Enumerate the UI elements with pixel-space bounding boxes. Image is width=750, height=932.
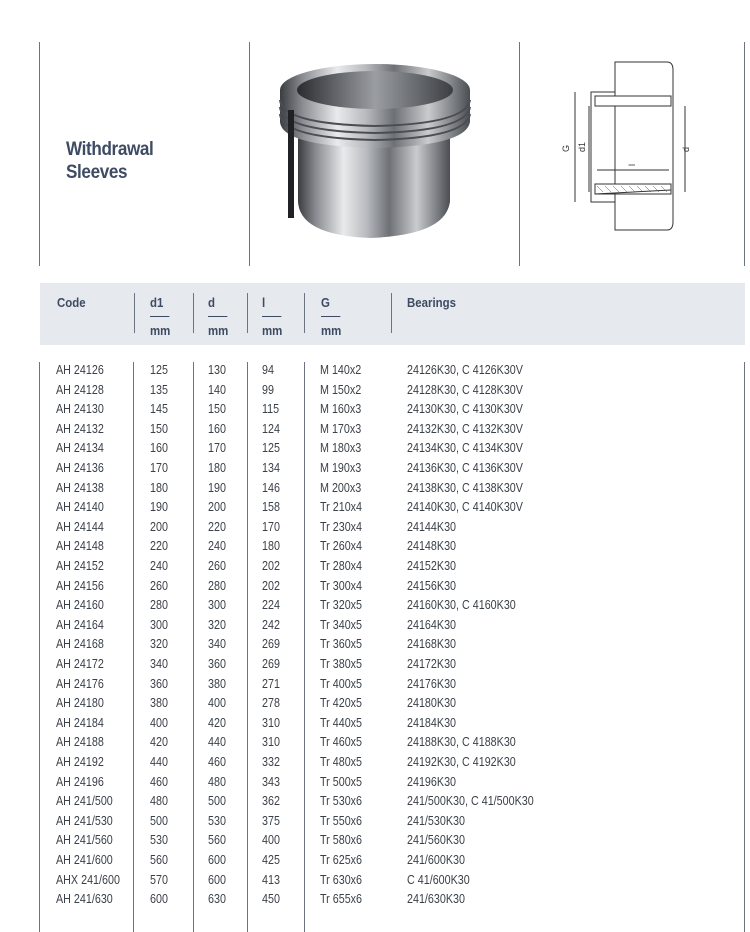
g-cell: Tr 230x4 <box>320 519 363 534</box>
d-cell: 340 <box>208 637 226 652</box>
g-cell: Tr 655x6 <box>320 892 363 907</box>
header-separator <box>391 293 392 333</box>
col-bearings-header: Bearings <box>407 295 456 310</box>
l-cell: 278 <box>262 696 280 711</box>
d1-cell: 190 <box>150 500 168 515</box>
d-cell: 160 <box>208 421 226 436</box>
table-row <box>0 421 750 441</box>
g-cell: Tr 380x5 <box>320 657 363 671</box>
g-cell: Tr 400x5 <box>320 676 363 691</box>
d-cell: 130 <box>208 363 226 377</box>
code-cell: AH 24160 <box>56 598 104 613</box>
d-cell: 480 <box>208 774 226 789</box>
table-row <box>0 734 750 754</box>
code-cell: AH 24188 <box>56 735 104 750</box>
table-row <box>0 636 750 656</box>
table-row <box>0 538 750 558</box>
title-line-1: Withdrawal <box>66 139 154 160</box>
bearings-cell: 24188K30, C 4188K30 <box>407 735 516 750</box>
l-cell: 99 <box>262 382 274 397</box>
bearings-cell: 24184K30 <box>407 715 457 730</box>
d-cell: 600 <box>208 853 226 867</box>
bearings-cell: 24192K30, C 4192K30 <box>407 755 516 769</box>
bearings-cell: 24164K30 <box>407 617 457 632</box>
d1-cell: 170 <box>150 461 168 475</box>
code-cell: AH 24192 <box>56 755 104 769</box>
d1-cell: 570 <box>150 872 168 887</box>
d1-cell: 440 <box>150 755 168 769</box>
d-cell: 190 <box>208 480 226 495</box>
l-cell: 202 <box>262 578 280 593</box>
code-cell: AH 24144 <box>56 519 104 534</box>
d1-cell: 180 <box>150 480 168 495</box>
col-g-header: G mm <box>321 295 342 338</box>
g-cell: Tr 260x4 <box>320 539 363 554</box>
bearings-cell: 24180K30 <box>407 696 457 711</box>
d1-cell: 300 <box>150 617 168 632</box>
g-cell: Tr 320x5 <box>320 598 363 613</box>
table-row <box>0 617 750 637</box>
code-cell: AHX 241/600 <box>56 872 120 887</box>
g-cell: Tr 550x6 <box>320 813 363 828</box>
code-cell: AH 24196 <box>56 774 104 789</box>
d-cell: 460 <box>208 755 226 769</box>
d1-cell: 500 <box>150 813 168 828</box>
divider-mid <box>249 42 250 266</box>
table-row <box>0 695 750 715</box>
code-cell: AH 24168 <box>56 637 104 652</box>
d1-cell: 135 <box>150 382 168 397</box>
g-cell: Tr 360x5 <box>320 637 363 652</box>
l-cell: 202 <box>262 559 280 573</box>
code-cell: AH 24128 <box>56 382 104 397</box>
l-cell: 94 <box>262 363 274 377</box>
d1-cell: 200 <box>150 519 168 534</box>
l-cell: 125 <box>262 441 280 456</box>
d1-cell: 460 <box>150 774 168 789</box>
d1-cell: 360 <box>150 676 168 691</box>
g-cell: Tr 300x4 <box>320 578 363 593</box>
table-row <box>0 656 750 676</box>
bearings-cell: 24148K30 <box>407 539 457 554</box>
l-cell: 310 <box>262 715 280 730</box>
d1-cell: 240 <box>150 559 168 573</box>
d1-cell: 150 <box>150 421 168 436</box>
g-cell: M 180x3 <box>320 441 362 456</box>
g-cell: M 150x2 <box>320 382 362 397</box>
table-row <box>0 754 750 774</box>
header-separator <box>134 293 135 333</box>
bearings-cell: 24136K30, C 4136K30V <box>407 461 523 475</box>
l-cell: 124 <box>262 421 280 436</box>
g-cell: Tr 580x6 <box>320 833 363 848</box>
bearings-cell: 241/600K30 <box>407 853 465 867</box>
code-cell: AH 241/500 <box>56 794 113 809</box>
table-row <box>0 832 750 852</box>
g-cell: Tr 280x4 <box>320 559 363 573</box>
bearings-cell: 24156K30 <box>407 578 457 593</box>
l-cell: 134 <box>262 461 280 475</box>
bearings-cell: 24168K30 <box>407 637 457 652</box>
l-cell: 332 <box>262 755 280 769</box>
table-row <box>0 499 750 519</box>
col-d-header: d mm <box>208 295 229 338</box>
code-cell: AH 241/630 <box>56 892 113 907</box>
l-cell: 170 <box>262 519 280 534</box>
page-title <box>66 138 153 184</box>
d1-cell: 420 <box>150 735 168 750</box>
g-cell: Tr 340x5 <box>320 617 363 632</box>
table-row <box>0 597 750 617</box>
table-row <box>0 852 750 872</box>
code-cell: AH 24164 <box>56 617 104 632</box>
d1-cell: 125 <box>150 363 168 377</box>
d1-cell: 600 <box>150 892 168 907</box>
l-cell: 180 <box>262 539 280 554</box>
drawing-label-g: G <box>561 144 571 152</box>
bearings-cell: C 41/600K30 <box>407 872 470 887</box>
d1-cell: 380 <box>150 696 168 711</box>
d-cell: 180 <box>208 461 226 475</box>
d-cell: 420 <box>208 715 226 730</box>
l-cell: 310 <box>262 735 280 750</box>
d1-cell: 145 <box>150 402 168 417</box>
bearings-cell: 24128K30, C 4128K30V <box>407 382 523 397</box>
d-cell: 220 <box>208 519 226 534</box>
title-line-2: Sleeves <box>66 162 128 183</box>
d-cell: 150 <box>208 402 226 417</box>
d1-cell: 480 <box>150 794 168 809</box>
table-row <box>0 362 750 382</box>
d1-cell: 400 <box>150 715 168 730</box>
d-cell: 360 <box>208 657 226 671</box>
divider-right <box>519 42 520 266</box>
bearings-cell: 24138K30, C 4138K30V <box>407 480 523 495</box>
code-cell: AH 24172 <box>56 657 104 671</box>
g-cell: Tr 630x6 <box>320 872 363 887</box>
g-cell: Tr 480x5 <box>320 755 363 769</box>
l-cell: 343 <box>262 774 280 789</box>
g-cell: Tr 625x6 <box>320 853 363 867</box>
divider-left <box>39 42 40 266</box>
code-cell: AH 24140 <box>56 500 104 515</box>
bearings-cell: 241/530K30 <box>407 813 465 828</box>
table-row <box>0 715 750 735</box>
g-cell: M 200x3 <box>320 480 362 495</box>
code-cell: AH 24148 <box>56 539 104 554</box>
bearings-cell: 24134K30, C 4134K30V <box>407 441 523 456</box>
col-l-header: l mm <box>262 295 283 338</box>
bearings-cell: 24196K30 <box>407 774 457 789</box>
header-separator <box>193 293 194 333</box>
l-cell: 242 <box>262 617 280 632</box>
table-row <box>0 872 750 892</box>
d-cell: 560 <box>208 833 226 848</box>
d-cell: 320 <box>208 617 226 632</box>
d1-cell: 320 <box>150 637 168 652</box>
code-cell: AH 24126 <box>56 363 104 377</box>
table-row <box>0 558 750 578</box>
d-cell: 200 <box>208 500 226 515</box>
d-cell: 600 <box>208 872 226 887</box>
g-cell: Tr 500x5 <box>320 774 363 789</box>
l-cell: 158 <box>262 500 280 515</box>
drawing-label-l: l <box>627 164 637 166</box>
bearings-cell: 241/560K30 <box>407 833 465 848</box>
d1-cell: 560 <box>150 853 168 867</box>
code-cell: AH 241/530 <box>56 813 113 828</box>
d1-cell: 530 <box>150 833 168 848</box>
d1-cell: 220 <box>150 539 168 554</box>
header-separator <box>247 293 248 333</box>
g-cell: Tr 440x5 <box>320 715 363 730</box>
l-cell: 146 <box>262 480 280 495</box>
g-cell: M 160x3 <box>320 402 362 417</box>
d1-cell: 280 <box>150 598 168 613</box>
table-row <box>0 519 750 539</box>
d-cell: 400 <box>208 696 226 711</box>
g-cell: M 190x3 <box>320 461 362 475</box>
drawing-label-d1: d1 <box>577 141 587 152</box>
l-cell: 400 <box>262 833 280 848</box>
col-code-header: Code <box>57 295 86 310</box>
table-row <box>0 440 750 460</box>
d-cell: 170 <box>208 441 226 456</box>
bearings-cell: 24130K30, C 4130K30V <box>407 402 523 417</box>
d1-cell: 160 <box>150 441 168 456</box>
divider-edge <box>744 42 745 266</box>
bearings-cell: 241/630K30 <box>407 892 465 907</box>
code-cell: AH 24180 <box>56 696 104 711</box>
table-row <box>0 578 750 598</box>
l-cell: 375 <box>262 813 280 828</box>
code-cell: AH 24134 <box>56 441 104 456</box>
table-row <box>0 793 750 813</box>
table-header <box>40 283 745 345</box>
drawing-label-d: d <box>681 146 691 152</box>
code-cell: AH 24138 <box>56 480 104 495</box>
code-cell: AH 241/560 <box>56 833 113 848</box>
table-row <box>0 774 750 794</box>
d-cell: 240 <box>208 539 226 554</box>
d-cell: 440 <box>208 735 226 750</box>
bearings-cell: 241/500K30, C 41/500K30 <box>407 794 534 809</box>
g-cell: M 140x2 <box>320 363 362 377</box>
code-cell: AH 24156 <box>56 578 104 593</box>
g-cell: Tr 420x5 <box>320 696 363 711</box>
sleeve-cross-section-drawing <box>555 52 705 242</box>
code-cell: AH 24152 <box>56 559 104 573</box>
g-cell: Tr 210x4 <box>320 500 363 515</box>
code-cell: AH 24130 <box>56 402 104 417</box>
l-cell: 362 <box>262 794 280 809</box>
code-cell: AH 24132 <box>56 421 104 436</box>
header-separator <box>304 293 305 333</box>
d-cell: 140 <box>208 382 226 397</box>
d1-cell: 340 <box>150 657 168 671</box>
table-row <box>0 891 750 911</box>
bearings-cell: 24126K30, C 4126K30V <box>407 363 523 377</box>
bearings-cell: 24132K30, C 4132K30V <box>407 421 523 436</box>
d-cell: 380 <box>208 676 226 691</box>
d-cell: 530 <box>208 813 226 828</box>
bearings-cell: 24176K30 <box>407 676 457 691</box>
code-cell: AH 24176 <box>56 676 104 691</box>
bearings-cell: 24140K30, C 4140K30V <box>407 500 523 515</box>
bearings-cell: 24160K30, C 4160K30 <box>407 598 516 613</box>
l-cell: 450 <box>262 892 280 907</box>
col-d1-header: d1 mm <box>150 295 171 338</box>
l-cell: 269 <box>262 637 280 652</box>
bearings-cell: 24152K30 <box>407 559 457 573</box>
d-cell: 280 <box>208 578 226 593</box>
table-row <box>0 480 750 500</box>
bearings-cell: 24172K30 <box>407 657 457 671</box>
table-row <box>0 382 750 402</box>
l-cell: 224 <box>262 598 280 613</box>
table-row <box>0 401 750 421</box>
l-cell: 413 <box>262 872 280 887</box>
table-row <box>0 813 750 833</box>
g-cell: Tr 460x5 <box>320 735 363 750</box>
d-cell: 260 <box>208 559 226 573</box>
d-cell: 500 <box>208 794 226 809</box>
l-cell: 425 <box>262 853 280 867</box>
d-cell: 300 <box>208 598 226 613</box>
g-cell: M 170x3 <box>320 421 362 436</box>
l-cell: 269 <box>262 657 280 671</box>
d1-cell: 260 <box>150 578 168 593</box>
code-cell: AH 24184 <box>56 715 104 730</box>
g-cell: Tr 530x6 <box>320 794 363 809</box>
l-cell: 271 <box>262 676 280 691</box>
d-cell: 630 <box>208 892 226 907</box>
withdrawal-sleeve-photo <box>270 50 490 250</box>
table-row <box>0 460 750 480</box>
table-row <box>0 676 750 696</box>
code-cell: AH 241/600 <box>56 853 113 867</box>
bearings-cell: 24144K30 <box>407 519 457 534</box>
code-cell: AH 24136 <box>56 461 104 475</box>
l-cell: 115 <box>262 402 280 417</box>
